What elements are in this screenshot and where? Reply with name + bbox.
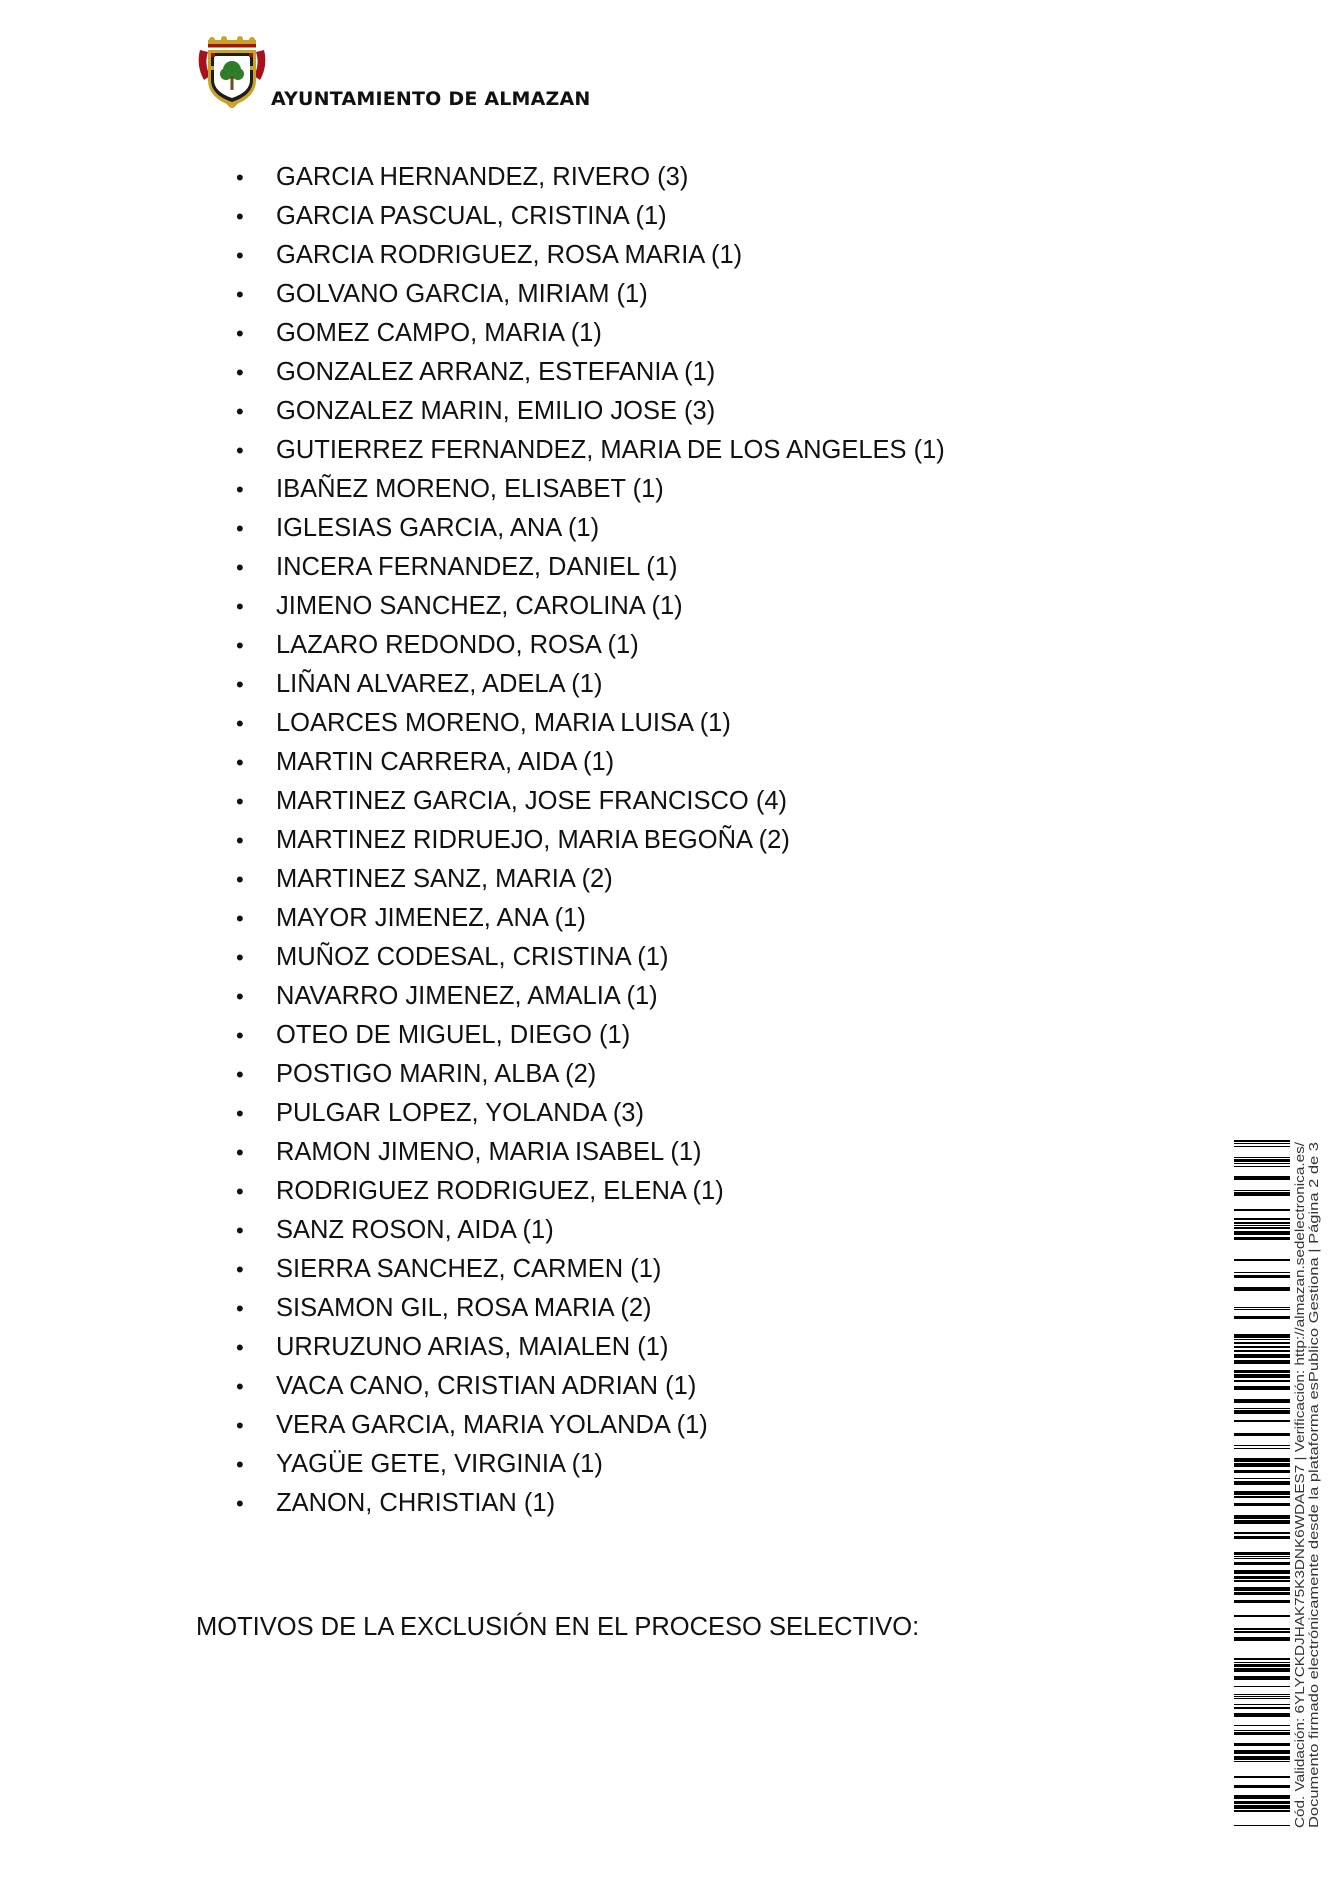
list-item [236,704,945,743]
admitted-names-list [236,158,945,1523]
list-item-text: GONZALEZ MARIN, EMILIO JOSE (3) [276,397,716,425]
list-item-text: LOARCES MORENO, MARIA LUISA (1) [276,709,731,737]
bullet-icon: • [236,477,244,502]
list-item [236,1250,945,1289]
bullet-icon: • [236,672,244,697]
list-item [236,1016,945,1055]
list-item-text: MARTINEZ SANZ, MARIA (2) [276,865,613,893]
list-item [236,782,945,821]
list-item [236,587,945,626]
bullet-icon: • [236,360,244,385]
bullet-icon: • [236,165,244,190]
list-item-text: JIMENO SANCHEZ, CAROLINA (1) [276,592,683,620]
list-item-text: MARTINEZ RIDRUEJO, MARIA BEGOÑA (2) [276,826,790,854]
bullet-icon: • [236,516,244,541]
list-item [236,1328,945,1367]
list-item [236,548,945,587]
list-item [236,1211,945,1250]
bullet-icon: • [236,1023,244,1048]
verification-text [1292,1140,1322,1830]
bullet-icon: • [236,1374,244,1399]
list-item-text: SISAMON GIL, ROSA MARIA (2) [276,1294,652,1322]
list-item-text: MARTIN CARRERA, AIDA (1) [276,748,615,776]
list-item [236,743,945,782]
bullet-icon: • [236,984,244,1009]
bullet-icon: • [236,1335,244,1360]
list-item [236,509,945,548]
list-item [236,1133,945,1172]
list-item-text: NAVARRO JIMENEZ, AMALIA (1) [276,982,658,1010]
list-item-text: GOMEZ CAMPO, MARIA (1) [276,319,602,347]
bullet-icon: • [236,1296,244,1321]
verification-strip [1234,1140,1324,1840]
organization-name: AYUNTAMIENTO DE ALMAZAN [271,88,591,110]
list-item-text: IBAÑEZ MORENO, ELISABET (1) [276,475,664,503]
list-item [236,1406,945,1445]
list-item [236,197,945,236]
list-item [236,626,945,665]
bullet-icon: • [236,594,244,619]
list-item [236,431,945,470]
verification-line-2: Documento firmado electrónicamente desde la plataforma esPublico Gestiona | Página 2 de 3 [1307,1304,1321,1828]
list-item [236,1289,945,1328]
list-item [236,1055,945,1094]
list-item-text: OTEO DE MIGUEL, DIEGO (1) [276,1021,631,1049]
list-item [236,938,945,977]
list-item-text: MUÑOZ CODESAL, CRISTINA (1) [276,943,669,971]
bullet-icon: • [236,282,244,307]
list-item-text: MARTINEZ GARCIA, JOSE FRANCISCO (4) [276,787,787,815]
list-item [236,353,945,392]
list-item-text: SIERRA SANCHEZ, CARMEN (1) [276,1255,662,1283]
bullet-icon: • [236,1140,244,1165]
list-item [236,236,945,275]
list-item-text: LAZARO REDONDO, ROSA (1) [276,631,639,659]
bullet-icon: • [236,828,244,853]
list-item [236,275,945,314]
bullet-icon: • [236,945,244,970]
bullet-icon: • [236,438,244,463]
bullet-icon: • [236,1491,244,1516]
list-item-text: ZANON, CHRISTIAN (1) [276,1489,556,1517]
list-item [236,158,945,197]
list-item-text: GONZALEZ ARRANZ, ESTEFANIA (1) [276,358,716,386]
bullet-icon: • [236,1179,244,1204]
list-item-text: GARCIA HERNANDEZ, RIVERO (3) [276,163,689,191]
list-item [236,392,945,431]
list-item [236,1445,945,1484]
list-item-text: MAYOR JIMENEZ, ANA (1) [276,904,586,932]
bullet-icon: • [236,1413,244,1438]
list-item [236,821,945,860]
list-item [236,1094,945,1133]
bullet-icon: • [236,1062,244,1087]
list-item-text: LIÑAN ALVAREZ, ADELA (1) [276,670,603,698]
list-item [236,665,945,704]
list-item-text: PULGAR LOPEZ, YOLANDA (3) [276,1099,644,1127]
list-item [236,1172,945,1211]
list-item [236,860,945,899]
bullet-icon: • [236,711,244,736]
list-item-text: YAGÜE GETE, VIRGINIA (1) [276,1450,603,1478]
list-item-text: VERA GARCIA, MARIA YOLANDA (1) [276,1411,708,1439]
bullet-icon: • [236,867,244,892]
list-item-text: GUTIERREZ FERNANDEZ, MARIA DE LOS ANGELES (1) [276,436,945,464]
list-item-text: VACA CANO, CRISTIAN ADRIAN (1) [276,1372,697,1400]
list-item-text: INCERA FERNANDEZ, DANIEL (1) [276,553,678,581]
list-item-text: RAMON JIMENO, MARIA ISABEL (1) [276,1138,702,1166]
bullet-icon: • [236,906,244,931]
list-item-text: GOLVANO GARCIA, MIRIAM (1) [276,280,648,308]
bullet-icon: • [236,789,244,814]
bullet-icon: • [236,204,244,229]
list-item-text: RODRIGUEZ RODRIGUEZ, ELENA (1) [276,1177,724,1205]
list-item-text: GARCIA RODRIGUEZ, ROSA MARIA (1) [276,241,743,269]
bullet-icon: • [236,1218,244,1243]
list-item-text: GARCIA PASCUAL, CRISTINA (1) [276,202,667,230]
list-item [236,977,945,1016]
bullet-icon: • [236,1452,244,1477]
list-item [236,1484,945,1523]
list-item-text: POSTIGO MARIN, ALBA (2) [276,1060,597,1088]
list-item [236,314,945,353]
section-heading: MOTIVOS DE LA EXCLUSIÓN EN EL PROCESO SELECTIVO: [196,1613,920,1641]
bullet-icon: • [236,1257,244,1282]
bullet-icon: • [236,243,244,268]
list-item-text: IGLESIAS GARCIA, ANA (1) [276,514,600,542]
bullet-icon: • [236,1101,244,1126]
list-item [236,1367,945,1406]
bullet-icon: • [236,399,244,424]
list-item [236,470,945,509]
list-item [236,899,945,938]
barcode-icon [1234,1140,1290,1830]
coat-of-arms-icon [196,36,268,108]
verification-line-1: Cód. Validación: 6YLYCKDJHAK75K3DNK6WDAES7 | Verificación: http://almazan.sedelectronica.es/ [1293,1263,1307,1828]
bullet-icon: • [236,750,244,775]
list-item-text: SANZ ROSON, AIDA (1) [276,1216,554,1244]
bullet-icon: • [236,633,244,658]
list-item-text: URRUZUNO ARIAS, MAIALEN (1) [276,1333,669,1361]
bullet-icon: • [236,555,244,580]
bullet-icon: • [236,321,244,346]
